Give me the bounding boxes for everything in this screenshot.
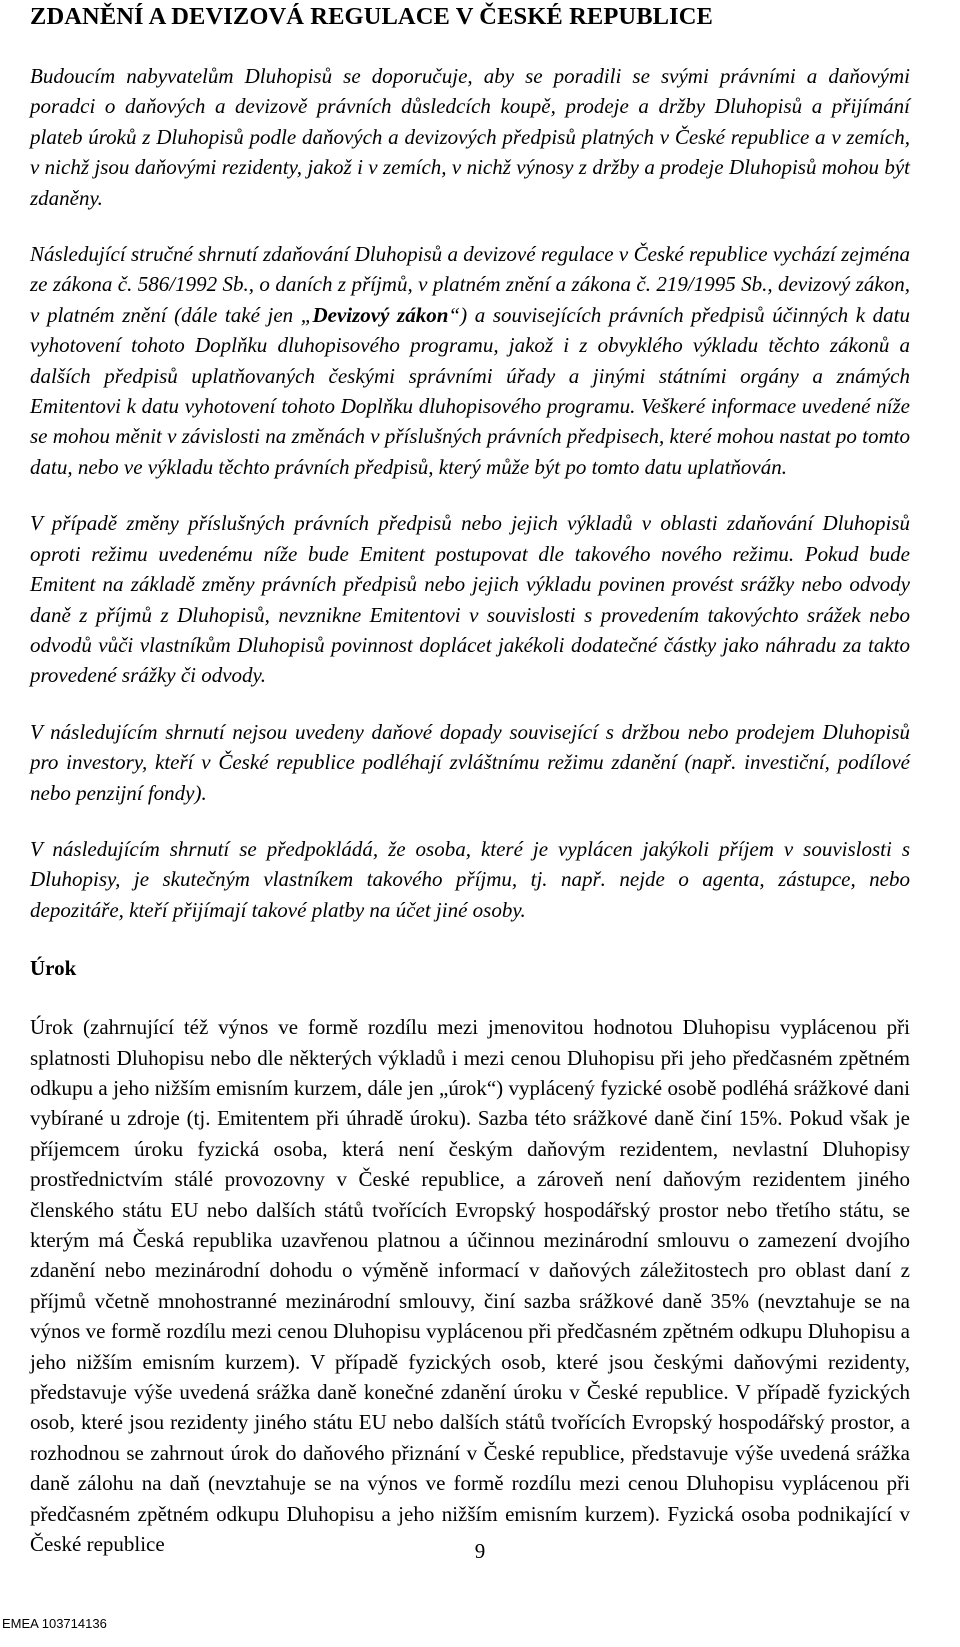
paragraph-legal-basis-part1: Následující stručné shrnutí zdaňování Dluhopisů a devizové regulace v České republice vychází zejména ze zákona č. 586/1992 Sb., o daních z příjmů, v platném znění a zákona č. 219/1995 Sb., devizový zákon, v platném znění (dále také jen „ <box>30 242 910 327</box>
paragraph-urok: Úrok (zahrnující též výnos ve formě rozdílu mezi jmenovitou hodnotou Dluhopisu vyplácenou při splatnosti Dluhopisu nebo dle některých výkladů i mezi cenou Dluhopisu při jeho předčasném zpětném odkupu a jeho nižším emisním kurzem, dále jen „úrok“) vyplácený fyzické osobě podléhá srážkové dani vybírané u zdroje (tj. Emitentem při úhradě úroku). Sazba této srážkové daně činí 15%. Pokud však je příjemcem úroku fyzická osoba, která není českým daňovým rezidentem, nevlastní Dluhopisy prostřednictvím stálé provozovny v České republice, a zároveň není daňovým rezidentem jiného členského státu EU nebo dalších států tvořících Evropský hospodářský prostor nebo třetího státu, se kterým má Česká republika uzavřenou platnou a účinnou mezinárodní smlouvu o zamezení dvojího zdanění nebo mezinárodní dohodu o výměně informací v daňových záležitostech pro oblast daní z příjmů včetně mnohostranné mezinárodní smlouvy, činí sazba srážkové daně 35% (nevztahuje se na výnos ve formě rozdílu mezi cenou Dluhopisu vyplácenou při předčasném zpětném odkupu Dluhopisu a jeho nižším emisním kurzem). V případě fyzických osob, které jsou českými daňovými rezidenty, představuje výše uvedená srážka daně konečné zdanění úroku v České republice. V případě fyzických osob, které jsou rezidenty jiného státu EU nebo dalších států tvořících Evropský hospodářský prostor, a rozhodnou se zahrnout úrok do daňového přiznání v České republice, představuje výše uvedená srážka daně zálohu na daň (nevztahuje se na výnos ve formě rozdílu mezi cenou Dluhopisu vyplácenou při předčasném zpětném odkupu Dluhopisu a jeho nižším emisním kurzem). Fyzická osoba podnikající v České republice <box>30 1015 910 1557</box>
paragraph-regime-change: V případě změny příslušných právních předpisů nebo jejich výkladů v oblasti zdaňování Dluhopisů oproti režimu uvedenému níže bude Emitent postupovat dle takového nového režimu. Pokud bude Emitent na základě změny právních předpisů nebo jejich výkladu povinen provést srážky nebo odvody daně z příjmů z Dluhopisů, nevznikne Emitentovi v souvislosti s provedením takovýchto srážek nebo odvodů vůči vlastníkům Dluhopisů povinnost doplácet jakékoli dodatečné částky jako náhradu za takto provedené srážky či odvody. <box>30 511 910 688</box>
section-heading-urok: Úrok <box>30 956 77 981</box>
paragraph-beneficial-owner: V následujícím shrnutí se předpokládá, že osoba, které je vyplácen jakýkoli příjem v souvislosti s Dluhopisy, je skutečným vlastníkem takového příjmu, tj. např. nejde o agenta, zástupce, nebo depozitáře, kteří přijímají takové platby na účet jiné osoby. <box>30 836 910 922</box>
document-body <box>30 2 910 1559</box>
document-title: ZDANĚNÍ A DEVIZOVÁ REGULACE V ČESKÉ REPUBLICE <box>30 3 713 30</box>
footer-document-code: EMEA 103714136 <box>2 1616 107 1631</box>
paragraph-special-regime: V následujícím shrnutí nejsou uvedeny daňové dopady související s držbou nebo prodejem Dluhopisů pro investory, kteří v České republice podléhají zvláštnímu režimu zdanění (např. investiční, podílové nebo penzijní fondy). <box>30 719 910 805</box>
page-number: 9 <box>474 1539 486 1563</box>
paragraph-legal-basis-part2: “) a souvisejících právních předpisů účinných k datu vyhotovení tohoto Doplňku dluhopisového programu, jakož i z obvyklého výkladu těchto zákonů a dalších předpisů uplatňovaných českými správními úřady a jinými státními orgány a známých Emitentovi k datu vyhotovení tohoto Doplňku dluhopisového programu. Veškeré informace uvedené níže se mohou měnit v závislosti na změnách v příslušných právních předpisech, které mohou nastat po tomto datu, nebo ve výkladu těchto právních předpisů, který může být po tomto datu uplatňován. <box>30 302 910 479</box>
paragraph-intro: Budoucím nabyvatelům Dluhopisů se doporučuje, aby se poradili se svými právními a daňovými poradci o daňových a devizově právních důsledcích koupě, prodeje a držby Dluhopisů a přijímání plateb úroků z Dluhopisů podle daňových a devizových předpisů platných v České republice a v zemích, v nichž jsou daňovými rezidenty, jakož i v zemích, v nichž výnosy z držby a prodeje Dluhopisů mohou být zdaněny. <box>30 64 910 210</box>
paragraph-legal-basis <box>30 239 910 482</box>
defined-term-devizovy-zakon: Devizový zákon <box>312 302 449 327</box>
